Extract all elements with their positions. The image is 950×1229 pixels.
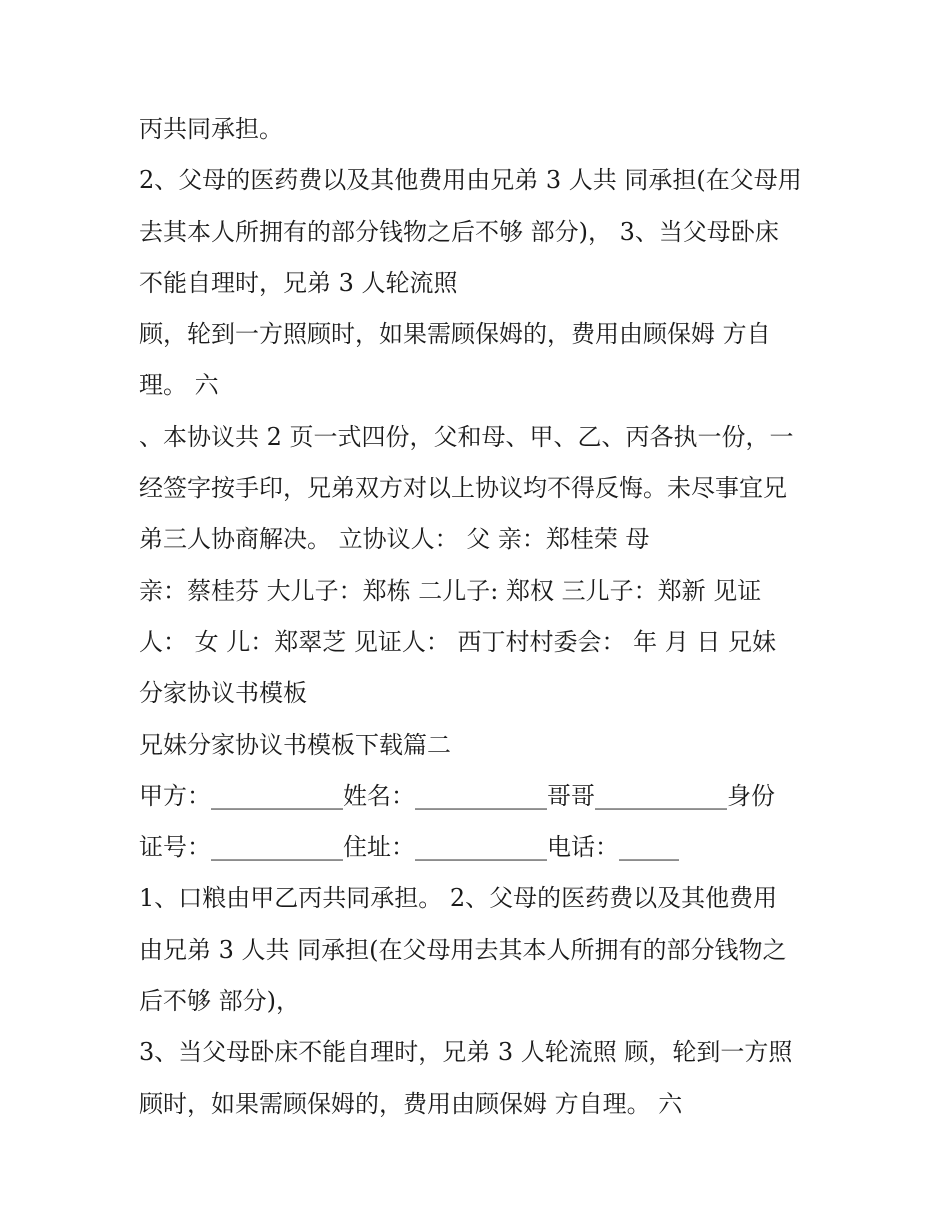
text-line: 2、父母的医药费以及其他费用由兄弟 3 人共 同承担(在父母用 xyxy=(139,166,802,195)
text-line: 丙共同承担。 xyxy=(139,115,283,143)
text-line: 顾，轮到一方照顾时，如果需顾保姆的，费用由顾保姆 方自 xyxy=(139,320,771,349)
text-line: 分家协议书模板 xyxy=(139,679,307,708)
text-line: 由兄弟 3 人共 同承担(在父母用去其本人所拥有的部分钱物之 xyxy=(139,935,787,964)
text-line: 亲：蔡桂芬 大儿子：郑栋 二儿子: 郑权 三儿子：郑新 见证 xyxy=(139,576,762,605)
text-line: 弟三人协商解决。 立协议人： 父 亲：郑桂荣 母 xyxy=(139,525,650,554)
section-heading: 兄妹分家协议书模板下载篇二 xyxy=(139,730,451,759)
text-line: 去其本人所拥有的部分钱物之后不够 部分)， 3、当父母卧床 xyxy=(139,217,779,246)
text-line: 经签字按手印，兄弟双方对以上协议均不得反悔。未尽事宜兄 xyxy=(139,474,787,503)
text-line: 人： 女 儿：郑翠芝 见证人： 西丁村村委会： 年 月 日 兄妹 xyxy=(139,627,777,656)
text-line: 理。 六 xyxy=(139,371,219,400)
document-body xyxy=(139,104,829,1130)
form-line-id: 证号：___________住址：___________电话：_____ xyxy=(139,833,679,862)
text-line: 不能自理时，兄弟 3 人轮流照 xyxy=(139,268,458,297)
text-line: 后不够 部分)， xyxy=(139,987,300,1016)
text-line: 、本协议共 2 页一式四份，父和母、甲、乙、丙各执一份，一 xyxy=(139,422,794,451)
text-line: 1、口粮由甲乙丙共同承担。 2、父母的医药费以及其他费用 xyxy=(139,884,778,913)
text-line: 3、当父母卧床不能自理时，兄弟 3 人轮流照 顾，轮到一方照 xyxy=(139,1038,793,1067)
form-line-party: 甲方：___________姓名：___________哥哥___________身份 xyxy=(139,781,775,810)
text-line: 顾时，如果需顾保姆的，费用由顾保姆 方自理。 六 xyxy=(139,1089,683,1118)
